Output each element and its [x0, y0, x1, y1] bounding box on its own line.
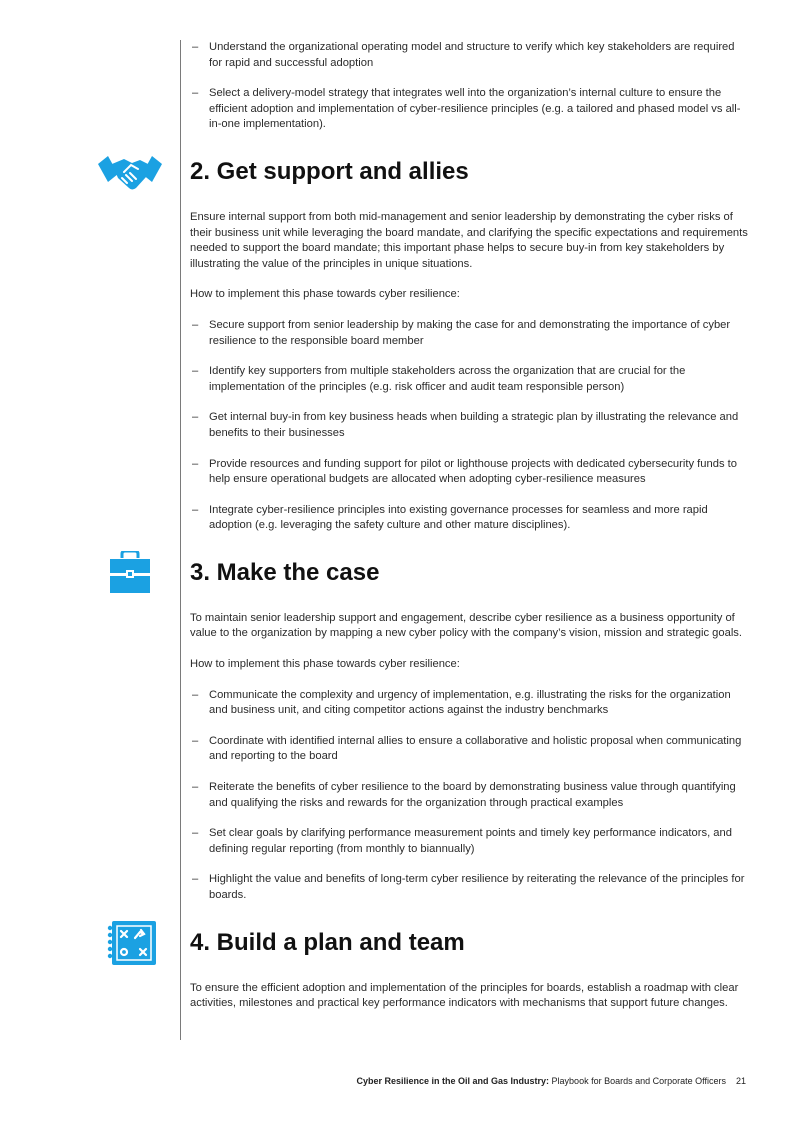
intro-bullet-list [190, 40, 750, 133]
list-item: – Understand the organizational operating model and structure to verify which key stakeholders are required for rapid and successful adoption [190, 40, 750, 71]
section-2-how-to: How to implement this phase towards cyber resilience: [190, 288, 460, 301]
list-item: – Highlight the value and benefits of long-term cyber resilience by reiterating the relevance of the principles for boards. [190, 872, 750, 903]
list-item: – Set clear goals by clarifying performance measurement points and timely key performance indicators, and defining regular reporting (from monthly to biannually) [190, 826, 750, 857]
list-item: – Select a delivery-model strategy that integrates well into the organization’s internal culture to ensure the efficient adoption and implementation of cyber-resilience principles (e.g. a tailored and phased model vs all-in-one implementation). [190, 86, 750, 133]
section-4-title: 4. Build a plan and team [190, 928, 465, 956]
list-item: – Get internal buy-in from key business heads when building a strategic plan by illustrating the relevance and benefits to their businesses [190, 410, 750, 441]
list-item: – Reiterate the benefits of cyber resilience to the board by demonstrating business value through quantifying and qualifying the risks and rewards for the organization through practical examples [190, 780, 750, 811]
page-footer [356, 1076, 746, 1086]
list-item: – Communicate the complexity and urgency of implementation, e.g. illustrating the risks for the organization and business unit, and citing competitor actions against the industry benchmarks [190, 688, 750, 719]
vertical-rule [180, 40, 181, 1040]
page-number: 21 [735, 1076, 746, 1086]
page-content [190, 40, 750, 1027]
section-2-title: 2. Get support and allies [190, 157, 469, 185]
section-4-header [190, 919, 750, 967]
list-item: – Coordinate with identified internal allies to ensure a collaborative and holistic proposal when communicating and reporting to the board [190, 734, 750, 765]
section-3-how-to: How to implement this phase towards cyber resilience: [190, 658, 460, 671]
list-item: – Integrate cyber-resilience principles into existing governance processes for seamless and more rapid adoption (e.g. leveraging the safety culture and other mature disciplines). [190, 503, 750, 534]
section-3-paragraph: To maintain senior leadership support and engagement, describe cyber resilience as a business opportunity of value to the organization by mapping a new cyber policy with the company’s vision, mission and strategic goals. [190, 611, 743, 640]
footer-title-rest: Playbook for Boards and Corporate Officers [549, 1076, 726, 1086]
handshake-icon [98, 150, 162, 194]
section-2-header [190, 148, 750, 196]
briefcase-icon [98, 551, 162, 595]
section-2-bullet-list [190, 318, 750, 534]
section-2-paragraph: Ensure internal support from both mid-management and senior leadership by demonstrating the cyber risks of their business unit while leveraging the board mandate, and clarifying the specific expectations and requirements needed to support the board mandate; this important phase helps to secure buy-in from key stakeholders by illustrating the value of the principles in unique situations. [190, 210, 748, 270]
list-item: – Secure support from senior leadership by making the case for and demonstrating the importance of cyber resilience to the responsible board member [190, 318, 750, 349]
list-item: – Provide resources and funding support for pilot or lighthouse projects with dedicated cybersecurity funds to help ensure operational budgets are allocated when adopting cyber-resilience measures [190, 457, 750, 488]
strategy-plan-icon [98, 921, 162, 965]
list-item: – Identify key supporters from multiple stakeholders across the organization that are crucial for the implementation of the principles (e.g. risk officer and audit team responsible person) [190, 364, 750, 395]
section-3-title: 3. Make the case [190, 558, 380, 586]
section-4-paragraph: To ensure the efficient adoption and implementation of the principles for boards, establish a roadmap with clear activities, milestones and practical key performance indicators with mechanisms that support future changes. [190, 981, 739, 1010]
section-3-bullet-list [190, 688, 750, 904]
section-3-header [190, 549, 750, 597]
footer-title-bold: Cyber Resilience in the Oil and Gas Industry: [356, 1076, 550, 1086]
